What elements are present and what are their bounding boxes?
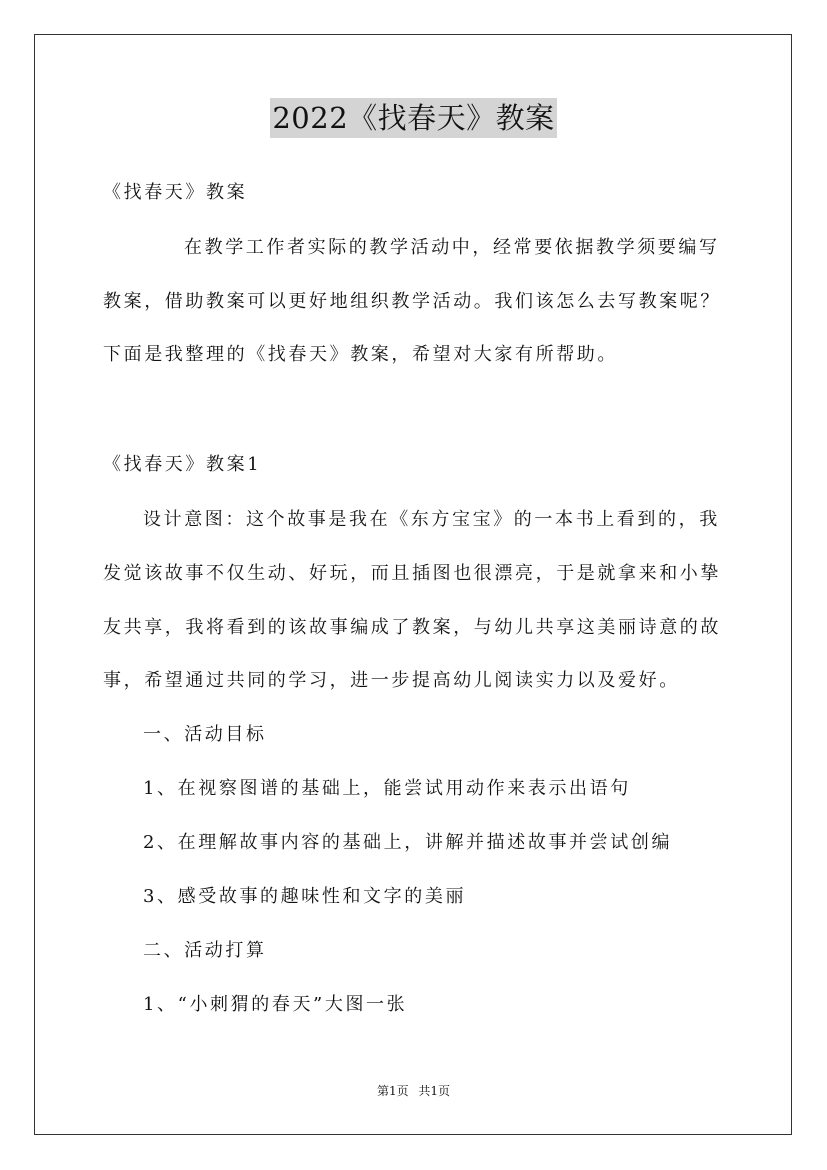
list-item: 一、活动目标 <box>143 724 267 745</box>
subtitle: 《找春天》教案 <box>103 182 248 203</box>
design-line: 设计意图：这个故事是我在《东方宝宝》的一本书上看到的，我 <box>143 509 720 530</box>
page-footer <box>0 1083 827 1099</box>
list-item: 二、活动打算 <box>143 940 267 961</box>
document-title-wrap <box>0 98 827 138</box>
page-total: 共1页 <box>418 1084 451 1098</box>
list-item: 1、在视察图谱的基础上，能尝试用动作来表示出语句 <box>143 778 631 799</box>
intro-line: 教案，借助教案可以更好地组织教学活动。我们该怎么去写教案呢？ <box>103 291 721 312</box>
list-item: 2、在理解故事内容的基础上，讲解并描述故事并尝试创编 <box>143 832 673 853</box>
list-item: 1、“小刺猬的春天”大图一张 <box>143 994 408 1015</box>
document-title: 2022《找春天》教案 <box>270 98 556 138</box>
design-line: 事，希望通过共同的学习，进一步提高幼儿阅读实力以及爱好。 <box>103 670 680 691</box>
section-heading: 《找春天》教案1 <box>103 454 262 475</box>
intro-line: 在教学工作者实际的教学活动中，经常要依据教学须要编写 <box>184 237 720 258</box>
page-number: 第1页 <box>376 1084 409 1098</box>
list-item: 3、感受故事的趣味性和文字的美丽 <box>143 886 467 907</box>
design-line: 友共享，我将看到的该故事编成了教案，与幼儿共享这美丽诗意的故 <box>103 617 721 638</box>
design-line: 发觉该故事不仅生动、好玩，而且插图也很漂亮，于是就拿来和小挚 <box>103 563 721 584</box>
intro-line: 下面是我整理的《找春天》教案，希望对大家有所帮助。 <box>103 344 618 365</box>
